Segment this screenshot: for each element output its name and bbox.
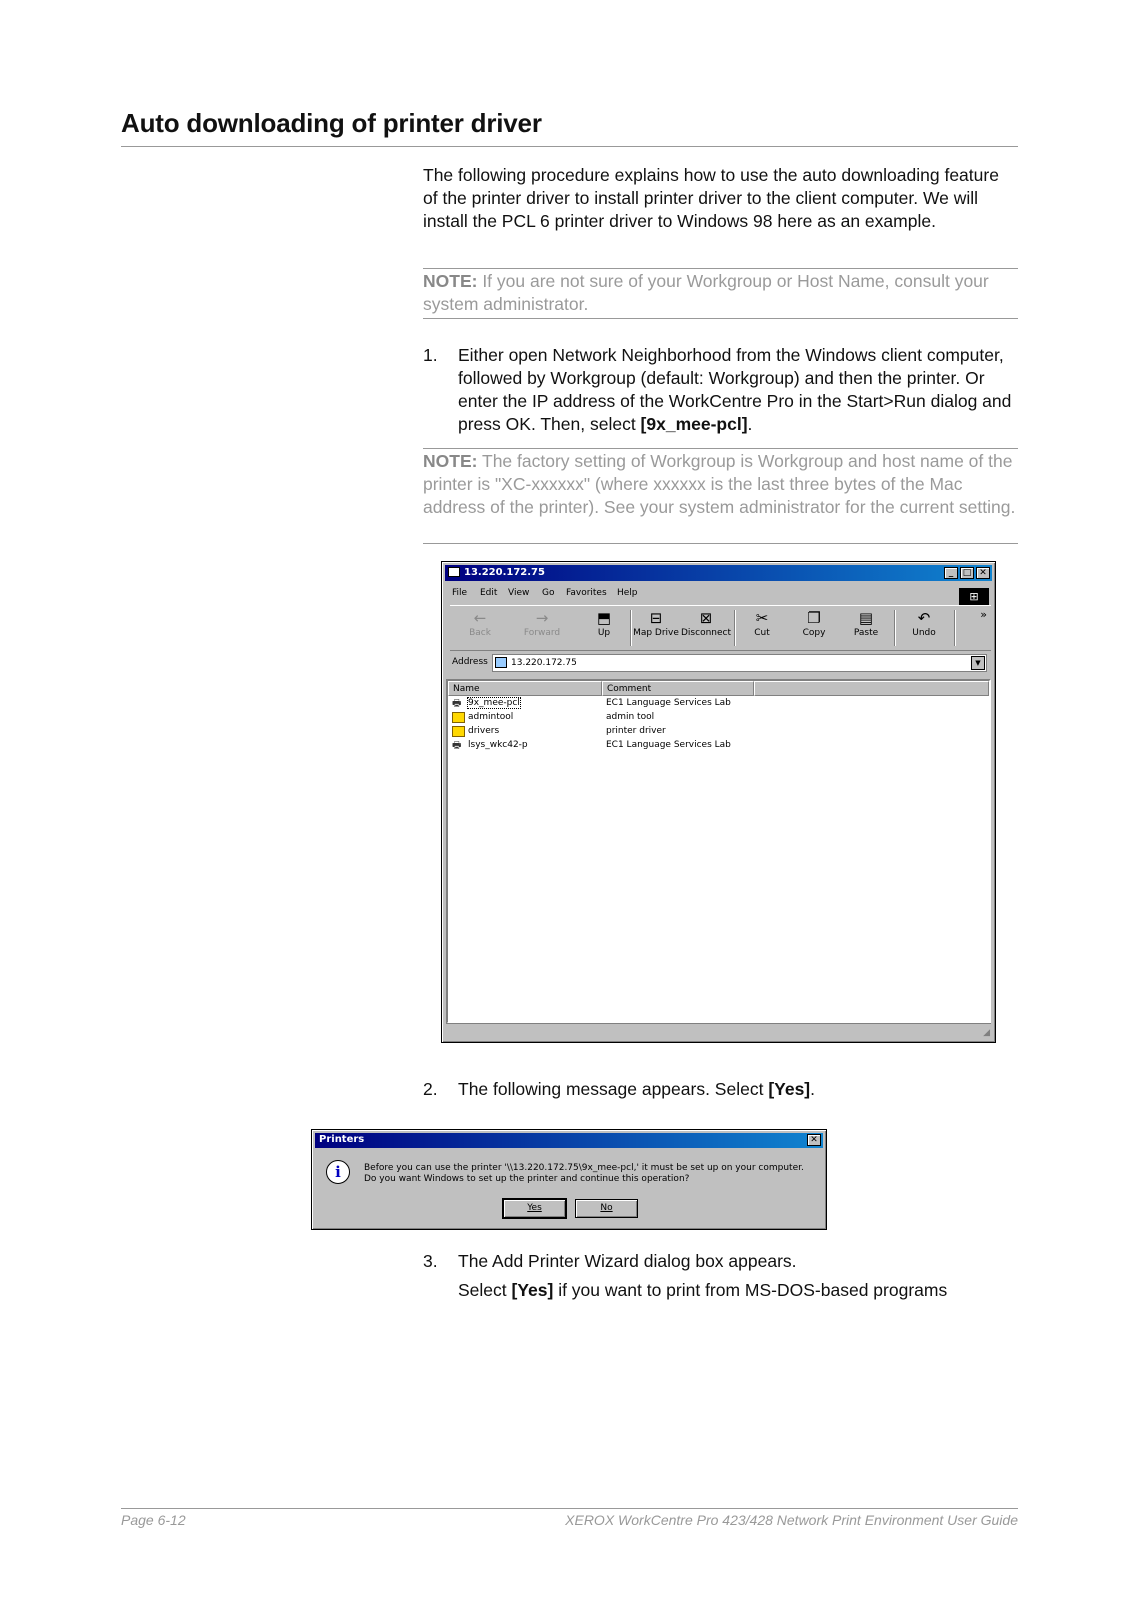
up-label: Up <box>597 628 611 638</box>
folder-icon <box>452 726 465 737</box>
address-input[interactable] <box>492 654 987 672</box>
note2-text: The factory setting of Workgroup is Workgroup and host name of the printer is "XC-xxxxxx" (where xxxxxx is the last three bytes of the Mac address of the printer). See your system administrator for the current setting. <box>423 451 1016 517</box>
note1-label: NOTE: <box>423 271 478 291</box>
list-item-comment: EC1 Language Services Lab <box>606 740 731 750</box>
column-header-name[interactable]: Name <box>448 681 602 696</box>
close-icon[interactable]: ✕ <box>976 567 990 579</box>
paste-label: Paste <box>853 628 879 638</box>
copy-icon: ❐ <box>807 609 821 627</box>
footer-guide-title: XEROX WorkCentre Pro 423/428 Network Print Environment User Guide <box>565 1512 1018 1528</box>
list-item[interactable] <box>448 697 989 711</box>
step-1 <box>423 344 1018 436</box>
menu-file[interactable]: File <box>452 588 468 598</box>
step-1-number: 1. <box>423 345 438 365</box>
dialog-title: Printers <box>319 1134 365 1145</box>
page-title: Auto downloading of printer driver <box>121 108 542 138</box>
step-2-number: 2. <box>423 1079 438 1099</box>
step-3-line1: The Add Printer Wizard dialog box appears. <box>458 1251 797 1271</box>
more-tools-icon[interactable]: » <box>980 608 987 621</box>
explorer-window <box>441 561 996 1043</box>
no-button[interactable] <box>575 1199 638 1218</box>
scissors-icon: ✂ <box>755 609 769 627</box>
menu-edit[interactable]: Edit <box>480 588 498 598</box>
note1-top-rule <box>423 268 1018 269</box>
back-arrow-icon: ← <box>473 609 487 627</box>
forward-button[interactable] <box>516 608 568 638</box>
no-label: No <box>600 1203 613 1213</box>
step-3-pre: Select <box>458 1280 512 1300</box>
note2 <box>423 450 1018 519</box>
info-icon: i <box>326 1160 350 1184</box>
back-label: Back <box>469 628 491 638</box>
menu-view[interactable]: View <box>508 588 530 598</box>
step-2-end: . <box>810 1079 816 1099</box>
yes-label: Yes <box>527 1203 542 1213</box>
disconnect-button[interactable] <box>680 608 732 638</box>
step-3 <box>423 1250 1018 1306</box>
step-2-bold: [Yes] <box>768 1079 811 1099</box>
map-drive-label: Map Drive <box>633 628 679 638</box>
list-item-name: lsys_wkc42-p <box>468 740 528 750</box>
note1-bottom-rule <box>423 318 1018 319</box>
menu-favorites[interactable]: Favorites <box>566 588 607 598</box>
cut-label: Cut <box>754 628 770 638</box>
step-1-end: . <box>747 414 753 434</box>
list-item[interactable] <box>448 711 989 725</box>
footer-page-number: Page 6-12 <box>121 1512 186 1528</box>
step-1-bold: [9x_mee-pcl] <box>640 414 748 434</box>
toolbar <box>450 605 991 651</box>
list-item-name: admintool <box>468 712 514 722</box>
paste-button[interactable] <box>840 608 892 638</box>
list-item-name: 9x_mee-pcl <box>468 698 520 708</box>
undo-button[interactable] <box>898 608 950 638</box>
step-3-bold: [Yes] <box>511 1280 554 1300</box>
minimize-icon[interactable]: _ <box>944 567 958 579</box>
list-item-comment: EC1 Language Services Lab <box>606 698 731 708</box>
note2-top-rule <box>423 448 1018 449</box>
step-2-text: The following message appears. Select <box>458 1079 769 1099</box>
column-header-blank <box>754 681 989 696</box>
status-bar <box>446 1023 991 1038</box>
disconnect-label: Disconnect <box>681 628 731 638</box>
file-list[interactable] <box>446 679 991 1024</box>
map-drive-button[interactable] <box>630 608 682 638</box>
address-label: Address <box>452 657 488 667</box>
computer-icon <box>495 657 507 668</box>
note1-text: If you are not sure of your Workgroup or Host Name, consult your system administrator. <box>423 271 989 314</box>
menu-help[interactable]: Help <box>617 588 638 598</box>
printer-icon: 🖶 <box>452 740 462 751</box>
note1 <box>423 270 1018 316</box>
title-rule <box>121 146 1018 147</box>
menubar <box>450 584 991 602</box>
copy-label: Copy <box>802 628 826 638</box>
toolbar-separator <box>894 610 896 646</box>
dialog-titlebar[interactable] <box>315 1133 823 1148</box>
printers-dialog <box>311 1129 827 1230</box>
list-item[interactable] <box>448 739 989 753</box>
column-header-comment[interactable]: Comment <box>602 681 754 696</box>
list-item-comment: admin tool <box>606 712 655 722</box>
undo-icon: ↶ <box>917 609 931 627</box>
up-button[interactable] <box>578 608 630 638</box>
step-3-post: if you want to print from MS-DOS-based programs <box>553 1280 948 1300</box>
menu-go[interactable]: Go <box>542 588 555 598</box>
explorer-titlebar[interactable] <box>445 565 992 581</box>
step-3-number: 3. <box>423 1251 438 1271</box>
undo-label: Undo <box>912 628 936 638</box>
copy-button[interactable] <box>788 608 840 638</box>
folder-icon <box>452 712 465 723</box>
list-item-comment: printer driver <box>606 726 666 736</box>
chevron-down-icon[interactable]: ▼ <box>971 656 985 670</box>
printer-icon: 🖶 <box>452 698 462 709</box>
map-drive-icon: ⊟ <box>649 609 663 627</box>
list-item[interactable] <box>448 725 989 739</box>
list-item-name: drivers <box>468 726 500 736</box>
note2-bottom-rule <box>423 543 1018 544</box>
address-value: 13.220.172.75 <box>511 658 577 668</box>
intro-paragraph: The following procedure explains how to use the auto downloading feature of the printer driver to install printer driver to the client computer. We will install the PCL 6 printer driver to Windows 98 here as an example. <box>423 165 999 231</box>
address-bar <box>450 652 991 674</box>
resize-grip-icon[interactable]: ◢ <box>983 1028 990 1038</box>
step-2 <box>423 1078 1018 1102</box>
close-icon[interactable]: ✕ <box>807 1134 821 1146</box>
footer-rule <box>121 1508 1018 1509</box>
note2-label: NOTE: <box>423 451 478 471</box>
forward-arrow-icon: → <box>535 609 549 627</box>
dialog-message: Before you can use the printer '\\13.220.172.75\9x_mee-pcl,' it must be set up on your computer. Do you want Windows to set up the printer and continue this operation? <box>364 1163 804 1184</box>
step-1-text: Either open Network Neighborhood from the Windows client computer, followed by Workgroup (default: Workgroup) and then the printer. Or enter the IP address of the WorkCentre Pro in the Start>Run dialog and press OK. Then, select <box>458 345 1012 434</box>
computer-icon <box>448 567 460 577</box>
explorer-title: 13.220.172.75 <box>464 567 545 578</box>
windows-logo-icon: ⊞ <box>959 588 989 605</box>
back-button[interactable] <box>454 608 506 638</box>
yes-button[interactable] <box>503 1199 566 1218</box>
up-folder-icon: ⬒ <box>596 609 612 627</box>
toolbar-separator <box>954 610 956 646</box>
cut-button[interactable] <box>736 608 788 638</box>
forward-label: Forward <box>523 628 561 638</box>
disconnect-icon: ⊠ <box>699 609 713 627</box>
paste-icon: ▤ <box>858 609 874 627</box>
maximize-icon[interactable]: □ <box>960 567 974 579</box>
